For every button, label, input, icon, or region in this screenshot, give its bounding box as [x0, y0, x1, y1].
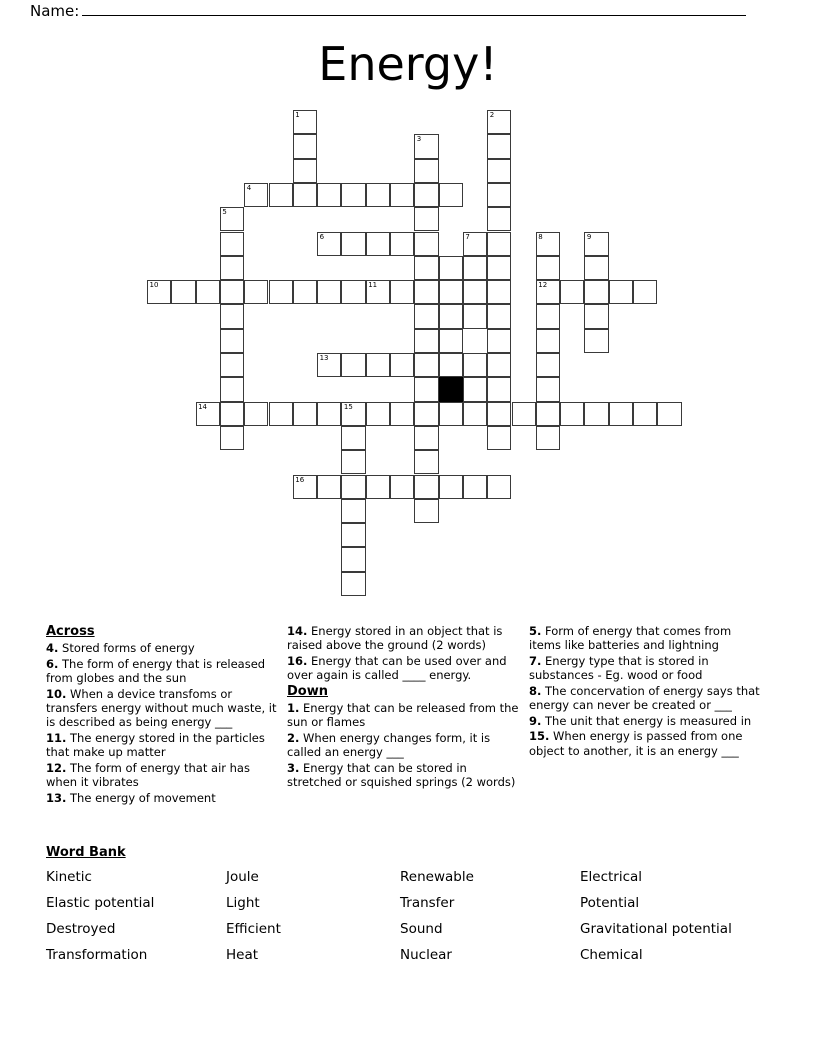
grid-cell[interactable]: [341, 475, 365, 499]
grid-cell[interactable]: [293, 134, 317, 158]
clue-number: 10.: [46, 686, 67, 701]
grid-clue-number: 15: [343, 402, 353, 411]
clue-text: Energy that can be used over and over again is called ____ energy.: [287, 653, 507, 683]
grid-cell[interactable]: [390, 402, 414, 426]
clue-text: Energy that can be released from the sun or flames: [287, 700, 519, 730]
grid-cell[interactable]: [220, 304, 244, 328]
grid-cell[interactable]: [609, 280, 633, 304]
grid-cell[interactable]: [487, 426, 511, 450]
grid-cell[interactable]: [220, 426, 244, 450]
clue-column-1: [46, 624, 287, 806]
clue-text: Energy that can be stored in stretched or squished springs (2 words): [287, 760, 516, 789]
grid-cell[interactable]: [414, 232, 438, 256]
grid-cell[interactable]: [317, 475, 341, 499]
grid-clue-number: 9: [586, 232, 592, 241]
word-bank-item: Elastic potential: [46, 895, 155, 911]
clue-number: 15.: [529, 729, 550, 744]
grid-cell[interactable]: [366, 402, 390, 426]
word-bank-item: Electrical: [580, 869, 643, 885]
grid-cell[interactable]: [463, 377, 487, 401]
grid-cell[interactable]: [244, 280, 268, 304]
clue-across-6: [46, 657, 277, 685]
clue-text: The form of energy that air has when it vibrates: [46, 760, 250, 789]
grid-cell[interactable]: [463, 402, 487, 426]
clue-text: The form of energy that is released from globes and the sun: [46, 656, 266, 685]
grid-cell[interactable]: [439, 280, 463, 304]
grid-clue-number: 16: [295, 475, 305, 484]
word-bank-section: [46, 845, 770, 964]
grid-clue-number: 2: [489, 111, 495, 119]
grid-cell[interactable]: [536, 232, 560, 256]
grid-cell[interactable]: [536, 304, 560, 328]
clue-number: 6.: [46, 656, 59, 671]
grid-cell[interactable]: [293, 475, 317, 499]
word-bank-heading: Word Bank: [46, 845, 126, 860]
grid-cell[interactable]: [414, 377, 438, 401]
grid-cell[interactable]: [609, 402, 633, 426]
clue-number: 4.: [46, 641, 59, 655]
grid-clue-number: 7: [465, 232, 470, 241]
grid-clue-number: 3: [416, 135, 422, 144]
word-bank-item: Heat: [226, 947, 259, 963]
word-bank-item: Transfer: [400, 895, 455, 911]
grid-cell[interactable]: [487, 475, 511, 499]
grid-cell[interactable]: [414, 159, 438, 183]
grid-cell[interactable]: [317, 280, 341, 304]
word-bank-item: Efficient: [226, 921, 281, 937]
grid-cell[interactable]: [584, 329, 608, 353]
grid-cell[interactable]: [293, 110, 317, 134]
grid-cell[interactable]: [293, 280, 317, 304]
clues-container: [46, 624, 770, 806]
grid-cell[interactable]: [414, 450, 438, 474]
grid-clue-number: 11: [368, 281, 378, 290]
clue-number: 1.: [287, 700, 300, 715]
clue-across-11: [46, 731, 277, 759]
clue-down-3: [287, 761, 519, 789]
clue-number: 7.: [529, 653, 542, 668]
grid-cell[interactable]: [196, 280, 220, 304]
grid-cell[interactable]: [366, 353, 390, 377]
clue-text: When energy is passed from one object to another, it is an energy ___: [529, 729, 743, 758]
clue-down-1: [287, 701, 519, 729]
grid-cell[interactable]: [463, 353, 487, 377]
grid-cell[interactable]: [341, 450, 365, 474]
grid-clue-number: 4: [246, 183, 252, 192]
grid-cell[interactable]: [171, 280, 195, 304]
grid-cell[interactable]: [341, 232, 365, 256]
grid-cell[interactable]: [414, 475, 438, 499]
grid-cell[interactable]: [244, 183, 268, 207]
grid-cell[interactable]: [390, 232, 414, 256]
clue-text: When energy changes form, it is called an energy ___: [287, 730, 491, 759]
grid-cell[interactable]: [584, 402, 608, 426]
grid-cell[interactable]: [390, 183, 414, 207]
grid-cell[interactable]: [341, 523, 365, 547]
grid-cell[interactable]: [414, 304, 438, 328]
grid-cell[interactable]: [414, 280, 438, 304]
grid-cell[interactable]: [633, 280, 657, 304]
grid-cell[interactable]: [293, 402, 317, 426]
grid-cell[interactable]: [390, 353, 414, 377]
clue-text: The concervation of energy says that energy can never be created or ___: [529, 683, 760, 713]
clue-text: Energy stored in an object that is raised above the ground (2 words): [287, 624, 503, 653]
clue-across-14: [287, 624, 519, 652]
grid-cell[interactable]: [341, 183, 365, 207]
grid-cell[interactable]: [487, 256, 511, 280]
grid-cell[interactable]: [220, 280, 244, 304]
clue-text: Stored forms of energy: [58, 641, 195, 655]
grid-cell[interactable]: [414, 426, 438, 450]
grid-cell[interactable]: [439, 304, 463, 328]
grid-cell[interactable]: [390, 280, 414, 304]
across-heading: Across: [46, 624, 95, 639]
name-label: Name:: [30, 2, 80, 20]
word-bank-item: Potential: [580, 895, 640, 911]
grid-cell[interactable]: [220, 256, 244, 280]
grid-cell[interactable]: [341, 280, 365, 304]
grid-cell[interactable]: [269, 402, 293, 426]
word-bank-item: Sound: [400, 921, 443, 937]
grid-cell[interactable]: [414, 329, 438, 353]
word-bank-item: Renewable: [400, 869, 474, 885]
grid-cell[interactable]: [196, 402, 220, 426]
clue-across-16: [287, 654, 519, 682]
grid-cell[interactable]: [293, 159, 317, 183]
clue-text: Form of energy that comes from items like batteries and lightning: [529, 624, 732, 653]
grid-cell[interactable]: [463, 256, 487, 280]
grid-cell[interactable]: [439, 402, 463, 426]
grid-cell[interactable]: [366, 183, 390, 207]
grid-cell[interactable]: [536, 377, 560, 401]
grid-cell[interactable]: [463, 304, 487, 328]
grid-clue-number: 10: [149, 281, 159, 290]
grid-cell[interactable]: [487, 134, 511, 158]
clue-column-3: [529, 624, 770, 806]
grid-cell[interactable]: [366, 475, 390, 499]
grid-cell[interactable]: [439, 183, 463, 207]
grid-clue-number: 13: [319, 354, 329, 362]
grid-clue-number: 5: [222, 208, 227, 217]
word-bank-item: Destroyed: [46, 921, 116, 937]
grid-cell[interactable]: [341, 426, 365, 450]
grid-cell[interactable]: [341, 547, 365, 571]
grid-cell[interactable]: [414, 499, 438, 523]
grid-cell[interactable]: [414, 256, 438, 280]
grid-cell[interactable]: [439, 353, 463, 377]
grid-cell[interactable]: [584, 280, 608, 304]
clue-across-13: [46, 791, 277, 805]
clue-down-8: [529, 684, 760, 712]
grid-cell[interactable]: [536, 256, 560, 280]
grid-cell[interactable]: [487, 232, 511, 256]
grid-cell[interactable]: [414, 402, 438, 426]
clue-number: 8.: [529, 683, 542, 698]
grid-cell[interactable]: [366, 232, 390, 256]
word-bank-grid: [46, 869, 770, 964]
grid-cell[interactable]: [584, 256, 608, 280]
grid-clue-number: 8: [538, 232, 543, 241]
clue-across-4: [46, 641, 277, 655]
grid-cell[interactable]: [536, 329, 560, 353]
word-bank-item: Gravitational potential: [580, 921, 732, 937]
grid-cell[interactable]: [487, 183, 511, 207]
word-bank-item: Kinetic: [46, 869, 92, 885]
grid-cell[interactable]: [244, 402, 268, 426]
word-bank-item: Nuclear: [400, 947, 452, 963]
page-title: Energy!: [318, 37, 498, 91]
grid-clue-number: 1: [295, 111, 300, 119]
clue-text: Energy type that is stored in substances - Eg. wood or food: [529, 653, 709, 683]
grid-cell[interactable]: [341, 402, 365, 426]
clue-column-2: [287, 624, 529, 806]
clue-across-10: [46, 687, 277, 730]
grid-cell[interactable]: [341, 499, 365, 523]
grid-clue-number: 14: [198, 402, 208, 411]
clue-number: 9.: [529, 713, 542, 728]
grid-cell[interactable]: [366, 280, 390, 304]
word-bank-item: Joule: [226, 869, 259, 885]
grid-cell[interactable]: [487, 353, 511, 377]
grid-cell[interactable]: [414, 353, 438, 377]
clue-text: When a device transfoms or transfers energy without much waste, it is described as being energy ___: [46, 686, 277, 730]
grid-cell[interactable]: [536, 426, 560, 450]
grid-cell[interactable]: [269, 280, 293, 304]
clue-number: 5.: [529, 624, 542, 638]
grid-cell[interactable]: [536, 402, 560, 426]
grid-cell[interactable]: [487, 110, 511, 134]
grid-cell[interactable]: [220, 402, 244, 426]
grid-cell[interactable]: [390, 475, 414, 499]
grid-cell[interactable]: [560, 280, 584, 304]
clue-number: 14.: [287, 624, 308, 638]
grid-cell[interactable]: [463, 280, 487, 304]
grid-cell[interactable]: [317, 353, 341, 377]
clue-text: The energy of movement: [66, 790, 216, 805]
grid-cell[interactable]: [536, 353, 560, 377]
grid-cell[interactable]: [317, 183, 341, 207]
grid-cell[interactable]: [463, 475, 487, 499]
word-bank-item: Chemical: [580, 947, 643, 963]
grid-cell[interactable]: [463, 232, 487, 256]
grid-cell[interactable]: [220, 353, 244, 377]
clue-number: 3.: [287, 760, 300, 775]
grid-cell[interactable]: [584, 304, 608, 328]
grid-cell[interactable]: [487, 280, 511, 304]
clue-across-12: [46, 761, 277, 789]
grid-cell[interactable]: [487, 159, 511, 183]
grid-cell[interactable]: [269, 183, 293, 207]
grid-cell[interactable]: [487, 402, 511, 426]
grid-cell[interactable]: [414, 134, 438, 158]
clue-down-2: [287, 731, 519, 759]
grid-cell[interactable]: [439, 329, 463, 353]
grid-cell[interactable]: [414, 183, 438, 207]
clue-text: The unit that energy is measured in: [541, 713, 752, 728]
grid-cell[interactable]: [439, 256, 463, 280]
grid-cell[interactable]: [220, 377, 244, 401]
grid-cell[interactable]: [317, 402, 341, 426]
clue-number: 11.: [46, 730, 67, 745]
down-heading: Down: [287, 683, 328, 699]
clue-number: 12.: [46, 760, 67, 775]
grid-cell[interactable]: [657, 402, 681, 426]
grid-cell[interactable]: [487, 329, 511, 353]
grid-cell[interactable]: [560, 402, 584, 426]
clue-text: The energy stored in the particles that make up matter: [46, 730, 265, 759]
word-bank-item: Light: [226, 895, 260, 911]
grid-cell[interactable]: [317, 232, 341, 256]
grid-clue-number: 12: [538, 281, 548, 290]
grid-cell-blocked: [439, 377, 463, 401]
clue-down-7: [529, 654, 760, 682]
grid-cell[interactable]: [487, 207, 511, 231]
grid-cell[interactable]: [414, 207, 438, 231]
clue-down-5: [529, 624, 760, 652]
grid-cell[interactable]: [512, 402, 536, 426]
grid-cell[interactable]: [220, 329, 244, 353]
grid-cell[interactable]: [341, 353, 365, 377]
grid-cell[interactable]: [439, 475, 463, 499]
clue-down-9: [529, 714, 760, 728]
clue-down-15: [529, 729, 760, 757]
grid-clue-number: 6: [319, 232, 325, 241]
grid-cell[interactable]: [147, 280, 171, 304]
grid-cell[interactable]: [633, 402, 657, 426]
grid-cell[interactable]: [487, 377, 511, 401]
clue-number: 2.: [287, 730, 300, 745]
grid-cell[interactable]: [220, 232, 244, 256]
clue-number: 16.: [287, 653, 308, 668]
grid-cell[interactable]: [584, 232, 608, 256]
grid-cell[interactable]: [536, 280, 560, 304]
grid-cell[interactable]: [293, 183, 317, 207]
grid-cell[interactable]: [341, 572, 365, 596]
clue-number: 13.: [46, 790, 67, 805]
grid-cell[interactable]: [220, 207, 244, 231]
word-bank-item: Transformation: [46, 947, 148, 963]
grid-cell[interactable]: [487, 304, 511, 328]
